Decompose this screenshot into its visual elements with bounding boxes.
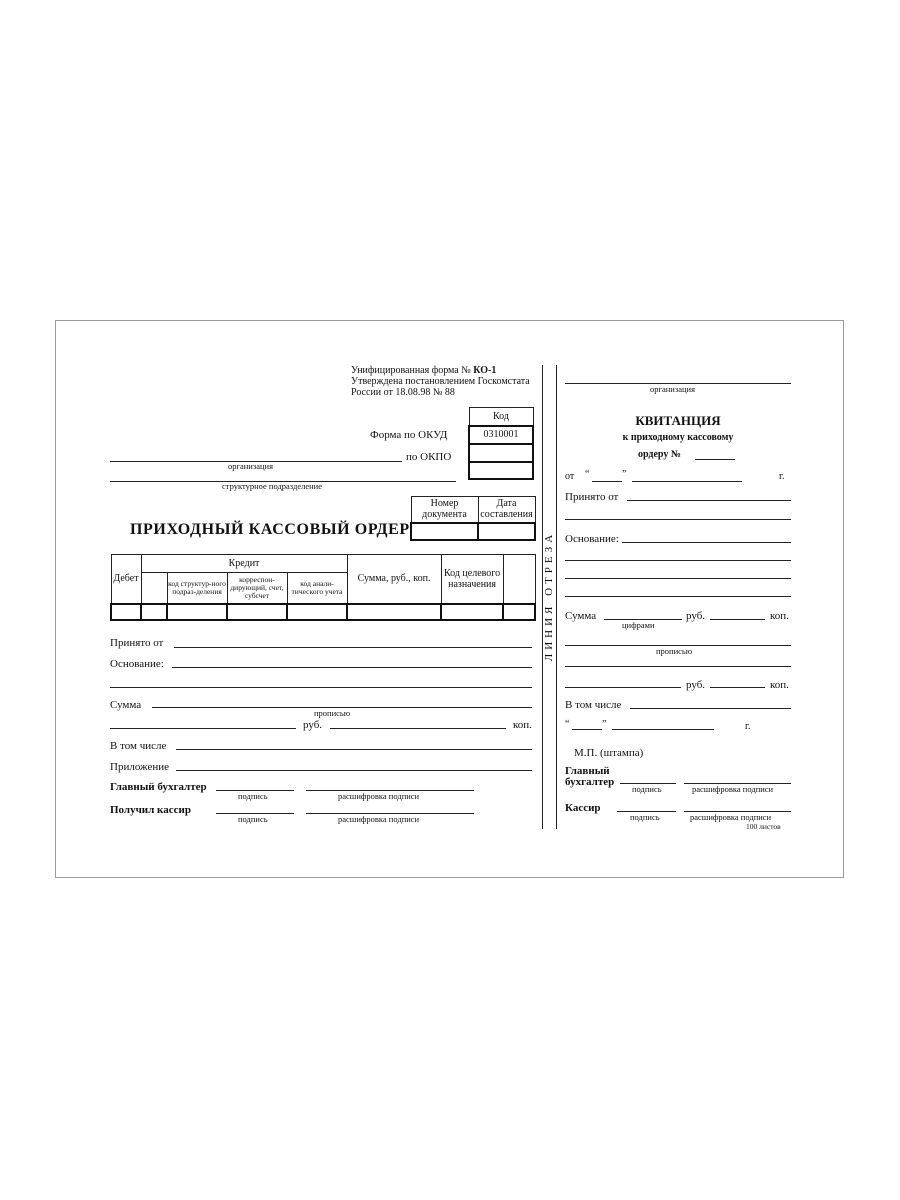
rub-label: руб. [303, 719, 323, 731]
receipt-month-line[interactable] [632, 481, 742, 482]
receipt-chief-label-2: бухгалтер [565, 776, 615, 788]
received-from-line[interactable] [174, 647, 532, 648]
chief-decoding-caption: расшифровка подписи [338, 791, 420, 801]
okpo-label: по ОКПО [406, 451, 452, 463]
cashier-received-label: Получил кассир [110, 804, 191, 816]
code-header: Код [469, 408, 533, 426]
receipt-kop-label: коп. [770, 610, 789, 622]
receipt-sum-label: Сумма [565, 610, 597, 622]
okpo-code-cell[interactable] [469, 444, 533, 462]
receipt-received-from-label: Принято от [565, 491, 619, 503]
receipt-year-label: г. [779, 471, 785, 482]
receipt-chief-decoding-caption: расшифровка подписи [692, 784, 774, 794]
unified-form-line [351, 365, 496, 376]
doc-date-cell[interactable] [478, 523, 535, 540]
empty-header [503, 555, 535, 604]
receipt-kop-label-2: коп. [770, 679, 789, 691]
doc-number-cell[interactable] [411, 523, 478, 540]
cut-line-label: ЛИНИЯ ОТРЕЗА [543, 530, 555, 662]
receipt-including-line[interactable] [630, 708, 791, 709]
receipt-month-line-2[interactable] [612, 729, 714, 730]
receipt-basis-line-3[interactable] [565, 578, 791, 579]
unified-form-prefix: Унифицированная форма № [351, 365, 471, 376]
doc-date-header: Дата составления [478, 497, 535, 523]
okud-label: Форма по ОКУД [370, 429, 448, 441]
receipt-chief-signature-caption: подпись [632, 784, 662, 794]
receipt-including-label: В том числе [565, 699, 622, 711]
attachment-line[interactable] [176, 770, 532, 771]
kredit-sub-subdivision: код структур-ного подраз-деления [167, 573, 227, 604]
kredit-cell-3[interactable] [227, 604, 287, 620]
cash-receipt-order-form [55, 320, 844, 878]
receipt-basis-label: Основание: [565, 533, 619, 545]
receipt-quote-close-2: ” [602, 719, 607, 730]
receipt-basis-line-2[interactable] [565, 560, 791, 561]
receipt-basis-line-4[interactable] [565, 596, 791, 597]
kredit-cell-4[interactable] [287, 604, 347, 620]
receipt-organization-caption: организация [650, 384, 695, 394]
received-from-label: Принято от [110, 637, 164, 649]
basis-line-1[interactable] [172, 667, 532, 668]
including-line[interactable] [176, 749, 532, 750]
receipt-quote-close: ” [622, 469, 627, 480]
chief-accountant-label: Главный бухгалтер [110, 781, 207, 793]
debet-cell[interactable] [111, 604, 141, 620]
debet-header: Дебет [111, 555, 141, 604]
doc-number-date-table [410, 496, 536, 541]
kredit-cell-2[interactable] [167, 604, 227, 620]
receipt-subtitle-1: к приходному кассовому [622, 432, 734, 443]
receipt-year-label-2: г. [745, 721, 751, 732]
kredit-sub-account: корреспон-дирующий, счет, субсчет [227, 573, 287, 604]
basis-line-2[interactable] [110, 687, 532, 688]
basis-label: Основание: [110, 658, 164, 670]
receipt-sum-words-line-2[interactable] [565, 666, 791, 667]
receipt-subtitle-2: ордеру № [638, 449, 681, 460]
target-code-header: Код целевого назначения [441, 555, 503, 604]
receipt-kop-digits-line[interactable] [710, 619, 765, 620]
receipt-rub-label-2: руб. [686, 679, 706, 691]
unified-form-code: КО-1 [473, 365, 497, 376]
receipt-quote-open-2: “ [565, 719, 570, 730]
receipt-kop-words-line[interactable] [710, 687, 765, 688]
kredit-cell-1[interactable] [141, 604, 167, 620]
accounts-table [110, 554, 536, 621]
receipt-rub-label: руб. [686, 610, 706, 622]
receipt-basis-line-1[interactable] [622, 542, 791, 543]
sheets-count: 100 листов [746, 822, 781, 831]
sum-words-line-2[interactable] [110, 728, 296, 729]
okud-code-cell: 0310001 [469, 426, 533, 444]
attachment-label: Приложение [110, 761, 170, 773]
receipt-words-caption: прописью [656, 646, 693, 656]
sum-words-caption: прописью [314, 708, 351, 718]
summa-header: Сумма, руб., коп. [347, 555, 441, 604]
receipt-order-number-line[interactable] [695, 459, 735, 460]
organization-caption: организация [228, 461, 273, 471]
code-table [468, 407, 534, 480]
kredit-sub-analytic: код анали-тического учета [287, 573, 347, 604]
receipt-received-from-line-1[interactable] [627, 500, 791, 501]
approved-line-2: России от 18.08.98 № 88 [351, 387, 455, 398]
receipt-day-line-2[interactable] [572, 729, 602, 730]
receipt-chief-label-1: Главный [565, 765, 610, 777]
receipt-cashier-signature-caption: подпись [630, 812, 660, 822]
sum-label: Сумма [110, 699, 142, 711]
approved-line-1: Утверждена постановлением Госкомстата [351, 376, 530, 387]
receipt-day-line[interactable] [592, 481, 622, 482]
receipt-cashier-decoding-caption: расшифровка подписи [690, 812, 772, 822]
kredit-header: Кредит [141, 555, 347, 573]
receipt-digits-caption: цифрами [622, 620, 655, 630]
receipt-sum-words-line-3[interactable] [565, 687, 681, 688]
subdivision-code-cell[interactable] [469, 462, 533, 479]
kredit-blank-sub [141, 573, 167, 604]
summa-cell[interactable] [347, 604, 441, 620]
receipt-cashier-label: Кассир [565, 802, 601, 814]
cut-line-right [556, 365, 557, 829]
cashier-signature-caption: подпись [238, 814, 268, 824]
receipt-stamp-label: М.П. (штампа) [574, 747, 644, 759]
receipt-received-from-line-2[interactable] [565, 519, 791, 520]
doc-number-header: Номер документа [411, 497, 478, 523]
target-code-cell[interactable] [441, 604, 503, 620]
including-label: В том числе [110, 740, 167, 752]
kop-line[interactable] [330, 728, 506, 729]
receipt-quote-open: “ [585, 469, 590, 480]
receipt-from-label: от [565, 471, 575, 482]
subdivision-caption: структурное подразделение [222, 481, 322, 491]
receipt-title: КВИТАНЦИЯ [635, 413, 721, 428]
cashier-decoding-caption: расшифровка подписи [338, 814, 420, 824]
chief-signature-caption: подпись [238, 791, 268, 801]
form-title: ПРИХОДНЫЙ КАССОВЫЙ ОРДЕР [130, 521, 410, 538]
kop-label: коп. [513, 719, 532, 731]
extra-cell[interactable] [503, 604, 535, 620]
